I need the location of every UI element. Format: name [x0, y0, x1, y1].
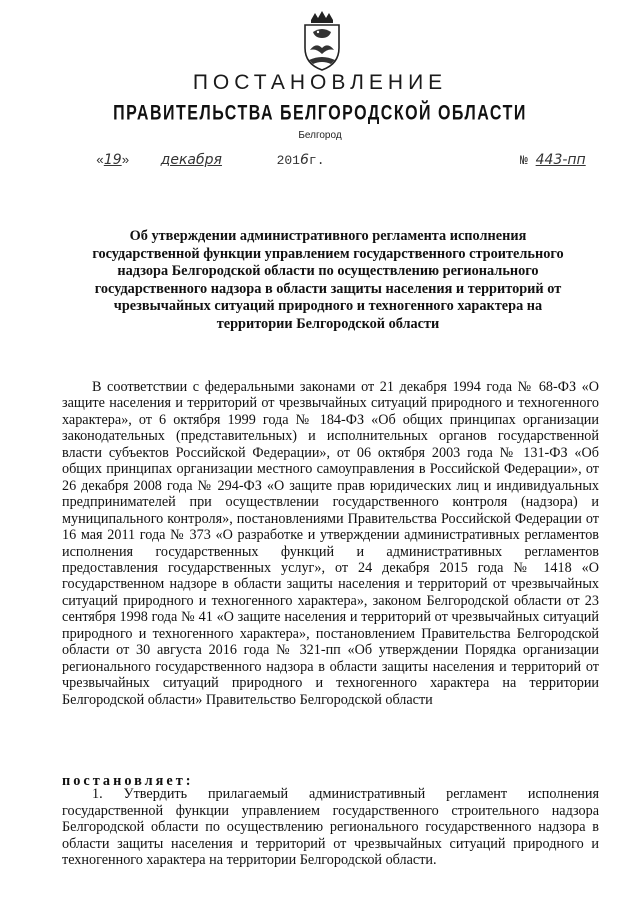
date-year-prefix: 201 — [276, 153, 300, 168]
date-month: декабря — [160, 152, 222, 168]
preamble-paragraph: В соответствии с федеральными законами от 21 декабря 1994 года № 68-ФЗ «О защите населения и территорий от чрезвычайных ситуаций природного и техногенного характера», от 6 октября 1999 года № 184-ФЗ «Об общих принципах организации законодательных (представительных) и исполнительных органов государственной власти субъектов Российской Федерации», от 06 октября 2003 года № 131-ФЗ «Об общих принципах организации местного самоуправления в Российской Федерации», от 26 декабря 2008 года № 294-ФЗ «О защите прав юридических лиц и индивидуальных предпринимателей при осуществлении государственного контроля (надзора) и муниципального контроля», постановлениями Правительства Российской Федерации от 16 мая 2011 года № 373 «О разработке и утверждении административных регламентов исполнения государственных функций и административных регламентов предоставления государственных услуг», от 24 декабря 2015 года № 1418 «О государственном надзоре в области защиты населения и территорий от чрезвычайных ситуаций природного и техногенного характера», законом Белгородской области от 23 сентября 1998 года № 41 «О защите населения и территорий от чрезвычайных ситуаций природного и техногенного характера», постановлением Правительства Белгородской области от 30 августа 2016 года № 321-пп «Об утверждении Порядка организации регионального государственного надзора в области защиты населения и территорий от чрезвычайных ситуаций природного и техногенного характера на территории Белгородской области» Правительство Белгородской области — [62, 379, 599, 708]
date-open-quote: « — [96, 153, 104, 168]
resolution-item-1: 1. Утвердить прилагаемый административный регламент исполнения государственной функции управлением государственного строительного надзора Белгородской области по осуществлению регионального государственного надзора в области защиты населения и территорий от чрезвычайных ситуаций природного и техногенного характера на территории Белгородской области. — [62, 786, 599, 868]
coat-of-arms-emblem — [297, 10, 347, 72]
document-number — [520, 152, 586, 168]
document-date — [96, 152, 325, 168]
date-close-quote: » — [121, 153, 130, 168]
document-heading: Об утверждении административного регламента исполнения государственной функции управлением государственного строительного надзора Белгородской области по осуществлению регионального государственного надзора в области защиты населения и территорий от чрезвычайных ситуаций природного и техногенного характера на территории Белгородской области — [92, 228, 564, 332]
resolves-label: постановляет: — [62, 773, 194, 789]
issuer-title: ПРАВИТЕЛЬСТВА БЕЛГОРОДСКОЙ ОБЛАСТИ — [113, 102, 527, 125]
date-year-suffix: г. — [308, 153, 325, 168]
document-type-title: ПОСТАНОВЛЕНИЕ — [192, 71, 448, 94]
date-day: 19 — [103, 152, 122, 168]
number-value: 443-пп — [535, 152, 586, 168]
city-name: Белгород — [298, 130, 342, 141]
date-year-digit: 6 — [299, 152, 309, 168]
number-label: № — [520, 153, 528, 168]
